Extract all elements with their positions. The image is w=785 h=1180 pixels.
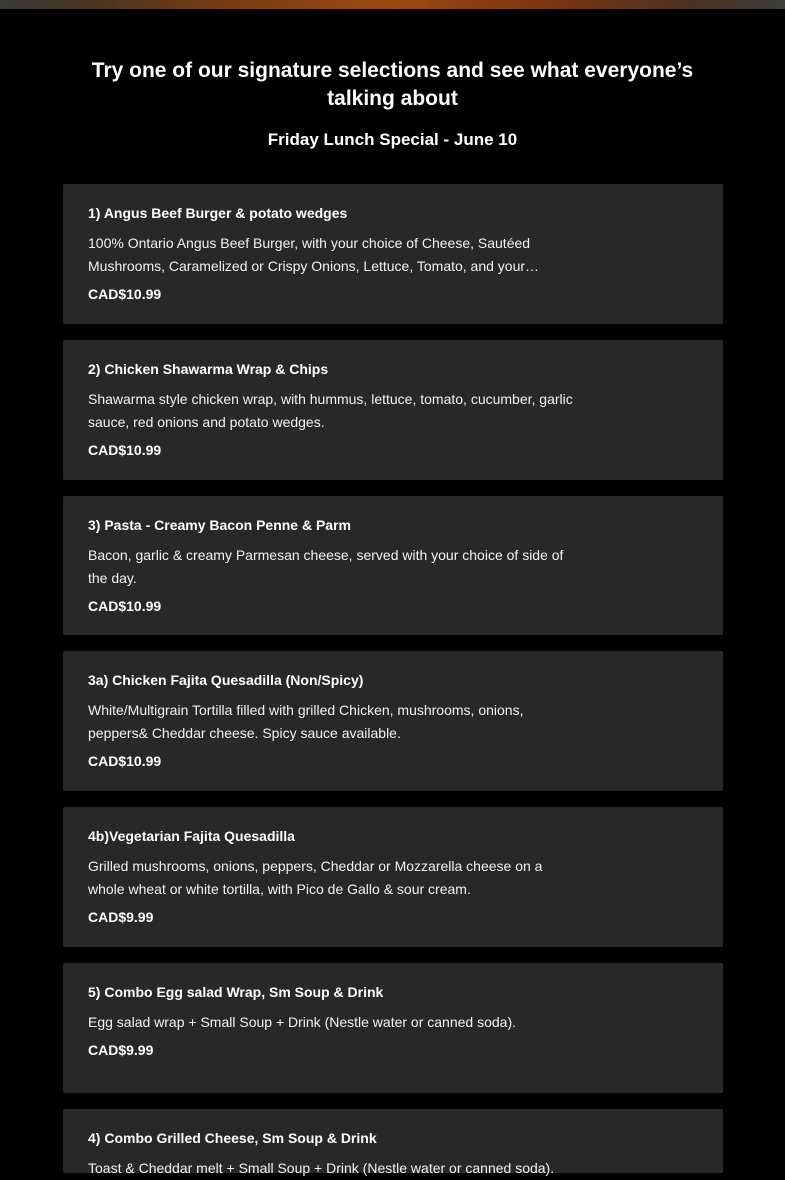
- menu-item-description: Bacon, garlic & creamy Parmesan cheese, served with your choice of side of the day.: [88, 547, 564, 586]
- menu-item-card[interactable]: [63, 651, 723, 791]
- menu-item-description: Grilled mushrooms, onions, peppers, Cheddar or Mozzarella cheese on a whole wheat or white tortilla, with Pico de Gallo & sour cream.: [88, 858, 543, 897]
- menu-item-title: 5) Combo Egg salad Wrap, Sm Soup & Drink: [88, 984, 384, 1000]
- menu-item-title: 4b)Vegetarian Fajita Quesadilla: [88, 828, 295, 844]
- menu-item-price: CAD$9.99: [88, 1042, 154, 1058]
- menu-item-title: 1) Angus Beef Burger & potato wedges: [88, 205, 348, 221]
- menu-item-description: Egg salad wrap + Small Soup + Drink (Nestle water or canned soda).: [88, 1014, 516, 1030]
- menu-item-description: Toast & Cheddar melt + Small Soup + Drink (Nestle water or canned soda).: [88, 1160, 555, 1176]
- menu-item-price: CAD$9.99: [88, 909, 154, 925]
- menu-item-price: CAD$10.99: [88, 753, 162, 769]
- menu-item-description: 100% Ontario Angus Beef Burger, with your choice of Cheese, Sautéed Mushrooms, Caramelized or Crispy Onions, Lettuce, Tomato, and your…: [88, 235, 540, 274]
- menu-item-title: 4) Combo Grilled Cheese, Sm Soup & Drink: [88, 1130, 377, 1146]
- menu-item-description: Shawarma style chicken wrap, with hummus, lettuce, tomato, cucumber, garlic sauce, red onions and potato wedges.: [88, 391, 573, 430]
- menu-item-card[interactable]: [63, 1109, 723, 1176]
- menu-item-card[interactable]: [63, 963, 723, 1093]
- menu-item-title: 3) Pasta - Creamy Bacon Penne & Parm: [88, 517, 351, 533]
- menu-item-card[interactable]: [63, 184, 723, 324]
- menu-item-card[interactable]: [63, 807, 723, 947]
- special-subheading: Friday Lunch Special - June 10: [267, 130, 518, 149]
- menu-item-card[interactable]: [63, 496, 723, 635]
- page-headline: Try one of our signature selections and see what everyone’s talking about: [91, 59, 694, 110]
- menu-item-description: White/Multigrain Tortilla filled with grilled Chicken, mushrooms, onions, peppers& Cheddar cheese. Spicy sauce available.: [88, 702, 524, 741]
- menu-item-price: CAD$10.99: [88, 442, 162, 458]
- menu-item-price: CAD$10.99: [88, 286, 162, 302]
- menu-item-card[interactable]: [63, 340, 723, 480]
- menu-item-price: CAD$10.99: [88, 598, 162, 614]
- hero-image-strip: [0, 0, 785, 9]
- menu-item-title: 3a) Chicken Fajita Quesadilla (Non/Spicy): [88, 672, 364, 688]
- menu-item-title: 2) Chicken Shawarma Wrap & Chips: [88, 361, 329, 377]
